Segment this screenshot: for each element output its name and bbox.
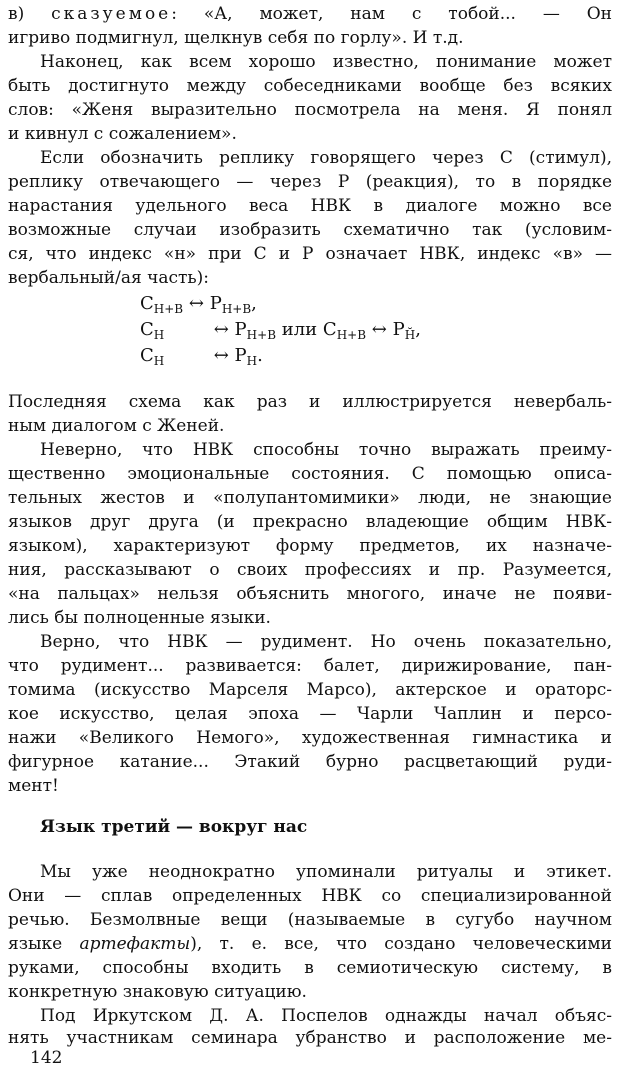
text-line: нажи «Великого Немого», художественная гимнастика и: [8, 728, 612, 748]
text-line: языком), характеризуют форму предметов, их назначе-: [8, 536, 612, 556]
text-line: возможные случаи изобразить схематично так (условим-: [8, 220, 612, 240]
formula-row-2: $С_Н$ ↔ $Р_{Н+В}$ или $С_{Н+В}$ ↔ $Р_{Н̆}$,: [140, 319, 421, 342]
text-line: что рудимент... развивается: балет, дирижирование, пан-: [8, 656, 612, 676]
text-line: Если обозначить реплику говорящего через С (стимул),: [40, 148, 612, 168]
text-line: Наконец, как всем хорошо известно, понимание может: [40, 52, 612, 72]
text-line: тельных жестов и «полупантомимики» люди, не знающие: [8, 488, 612, 508]
text-line: Неверно, что НВК способны точно выражать преиму-: [40, 440, 612, 460]
text-line: реплику отвечающего — через Р (реакция), то в порядке: [8, 172, 612, 192]
text-line: фигурное катание... Этакий бурно расцветающий руди-: [8, 752, 612, 772]
formula-row-1: $С_{Н+В}$ ↔ $Р_{Н+В}$,: [140, 293, 257, 316]
text-line: языке артефакты), т. е. все, что создано человеческими: [8, 934, 612, 954]
text-line: конкретную знаковую ситуацию.: [8, 982, 307, 1002]
text-line: руками, способны входить в семиотическую систему, в: [8, 958, 612, 978]
text-line: слов: «Женя выразительно посмотрела на меня. Я понял: [8, 100, 612, 120]
text-line: речью. Безмолвные вещи (называемые в сугубо научном: [8, 910, 612, 930]
text-line: томима (искусство Марселя Марсо), актерское и ораторс-: [8, 680, 612, 700]
text-line: нять участникам семинара убранство и расположение ме-: [8, 1028, 612, 1048]
italic-term: артефакты: [79, 934, 191, 954]
text-line: Последняя схема как раз и иллюстрируется невербаль-: [8, 392, 612, 412]
text-line: ным диалогом с Женей.: [8, 416, 225, 436]
text-line: лись бы полноценные языки.: [8, 608, 271, 628]
text-line: и кивнул с сожалением».: [8, 124, 237, 144]
text-line: ния, рассказывают о своих профессиях и пр. Разумеется,: [8, 560, 612, 580]
text-line: Под Иркутском Д. А. Поспелов однажды начал объяс-: [40, 1006, 612, 1026]
text-line: языков друг друга (и прекрасно владеющие общим НВК-: [8, 512, 612, 532]
text-line: быть достигнуто между собеседниками вообще без всяких: [8, 76, 612, 96]
text-line: Верно, что НВК — рудимент. Но очень показательно,: [40, 632, 612, 652]
text-line: ся, что индекс «н» при С и Р означает НВК, индекс «в» —: [8, 244, 612, 264]
text-line: игриво подмигнул, щелкнув себя по горлу». И т.д.: [8, 28, 464, 48]
text-line: в) сказуемое: «А, может, нам с тобой... — Он: [8, 4, 613, 24]
text-line: вербальный/ая часть):: [8, 268, 210, 288]
text-line: мент!: [8, 776, 59, 796]
text-line: Мы уже неоднократно упоминали ритуалы и этикет.: [40, 862, 612, 882]
text-line: щественно эмоциональные состояния. С помощью описа-: [8, 464, 612, 484]
text-line: нарастания удельного веса НВК в диалоге можно все: [8, 196, 612, 216]
text-line: «на пальцах» нельзя объяснить многого, иначе не появи-: [8, 584, 612, 604]
page-number: 142: [30, 1048, 63, 1068]
spaced-word: сказуемое: [51, 4, 172, 24]
section-heading: Язык третий — вокруг нас: [40, 817, 308, 837]
text-line: Они — сплав определенных НВК со специализированной: [8, 886, 612, 906]
formula-row-3: $С_Н$ ↔ $Р_Н$.: [140, 345, 263, 368]
text-line: кое искусство, целая эпоха — Чарли Чаплин и персо-: [8, 704, 612, 724]
